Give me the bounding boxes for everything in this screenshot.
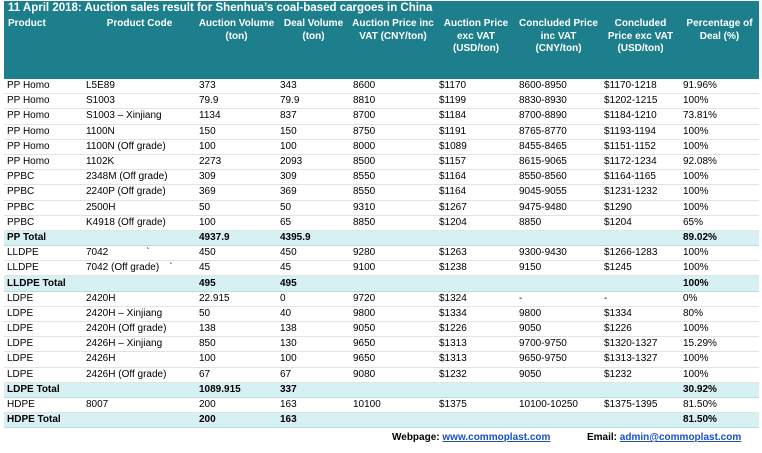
total-row bbox=[4, 413, 759, 428]
cell-auction-price-cny: 9650 bbox=[350, 337, 436, 352]
cell-product-code: S1003 – Xinjiang bbox=[83, 109, 196, 124]
cell-product-code bbox=[83, 246, 196, 261]
cell-percentage-deal: 100% bbox=[680, 367, 759, 382]
cell-auction-volume: 850 bbox=[196, 337, 277, 352]
cell-auction-volume: 100 bbox=[196, 139, 277, 154]
cell-concluded-price-usd: $1334 bbox=[601, 306, 680, 321]
cell-deal-volume: 100 bbox=[277, 139, 350, 154]
cell-deal-volume: 450 bbox=[277, 246, 350, 261]
cell-auction-price-usd: $1089 bbox=[436, 139, 516, 154]
cell-auction-price-cny: 8600 bbox=[350, 79, 436, 94]
cell-auction-volume: 369 bbox=[196, 185, 277, 200]
cell-auction-volume: 200 bbox=[196, 397, 277, 412]
cell-deal-volume: 65 bbox=[277, 215, 350, 230]
cell-concluded-price-usd: $1151-1152 bbox=[601, 139, 680, 154]
cell-product: LDPE bbox=[4, 352, 83, 367]
cell-product: LLDPE bbox=[4, 261, 83, 276]
cell-auction-volume: 79.9 bbox=[196, 94, 277, 109]
cell-auction-price-usd: $1267 bbox=[436, 200, 516, 215]
cell-product: PP Homo bbox=[4, 94, 83, 109]
cell-concluded-price-usd: $1231-1232 bbox=[601, 185, 680, 200]
cell-percentage-deal: 73.81% bbox=[680, 109, 759, 124]
cell-concluded-price-usd: $1164-1165 bbox=[601, 170, 680, 185]
cell-concluded-price-cny: 9650-9750 bbox=[516, 352, 601, 367]
cell-product: PP Homo bbox=[4, 154, 83, 169]
table-row bbox=[4, 154, 759, 169]
cell-percentage-deal: 92.08% bbox=[680, 154, 759, 169]
table-row bbox=[4, 170, 759, 185]
cell-concluded-price-cny: 9700-9750 bbox=[516, 337, 601, 352]
webpage-label: Webpage: bbox=[392, 432, 440, 443]
cell-deal-volume: 337 bbox=[277, 382, 350, 397]
cell-concluded-price-usd: $1202-1215 bbox=[601, 94, 680, 109]
cell-percentage-deal: 100% bbox=[680, 261, 759, 276]
table-row bbox=[4, 397, 759, 412]
cell-auction-price-cny: 9080 bbox=[350, 367, 436, 382]
cell-concluded-price-usd bbox=[601, 382, 680, 397]
cell-auction-volume: 2273 bbox=[196, 154, 277, 169]
cell-product-code: 2500H bbox=[83, 200, 196, 215]
cell-concluded-price-usd: $1375-1395 bbox=[601, 397, 680, 412]
cell-concluded-price-cny bbox=[516, 413, 601, 428]
cell-auction-price-cny: 8850 bbox=[350, 215, 436, 230]
cell-product: PPBC bbox=[4, 200, 83, 215]
stray-mark: ` bbox=[146, 247, 150, 259]
cell-percentage-deal: 100% bbox=[680, 276, 759, 291]
cell-product: LDPE bbox=[4, 367, 83, 382]
cell-product-code: 2348M (Off grade) bbox=[83, 170, 196, 185]
cell-auction-price-cny: 9310 bbox=[350, 200, 436, 215]
cell-deal-volume: 4395.9 bbox=[277, 230, 350, 245]
cell-percentage-deal: 100% bbox=[680, 352, 759, 367]
cell-product-code: 2420H bbox=[83, 291, 196, 306]
cell-deal-volume: 40 bbox=[277, 306, 350, 321]
cell-product-code-text: 7042 bbox=[86, 247, 109, 259]
cell-auction-price-cny: 9100 bbox=[350, 261, 436, 276]
total-row bbox=[4, 230, 759, 245]
cell-product-code: 2426H (Off grade) bbox=[83, 367, 196, 382]
cell-auction-price-usd: $1313 bbox=[436, 352, 516, 367]
cell-concluded-price-cny: 9150 bbox=[516, 261, 601, 276]
cell-product: HDPE bbox=[4, 397, 83, 412]
cell-product: LDPE bbox=[4, 337, 83, 352]
cell-percentage-deal: 100% bbox=[680, 124, 759, 139]
cell-concluded-price-cny: 9475-9480 bbox=[516, 200, 601, 215]
cell-concluded-price-usd bbox=[601, 276, 680, 291]
cell-product: PPBC bbox=[4, 170, 83, 185]
cell-auction-price-cny: 9800 bbox=[350, 306, 436, 321]
cell-concluded-price-usd: $1266-1283 bbox=[601, 246, 680, 261]
cell-deal-volume: 150 bbox=[277, 124, 350, 139]
cell-auction-price-cny bbox=[350, 413, 436, 428]
cell-concluded-price-cny: 9800 bbox=[516, 306, 601, 321]
cell-auction-price-cny: 9050 bbox=[350, 322, 436, 337]
cell-percentage-deal: 65% bbox=[680, 215, 759, 230]
cell-deal-volume: 369 bbox=[277, 185, 350, 200]
cell-concluded-price-cny bbox=[516, 276, 601, 291]
cell-concluded-price-usd: $1320-1327 bbox=[601, 337, 680, 352]
cell-auction-volume: 4937.9 bbox=[196, 230, 277, 245]
cell-percentage-deal: 100% bbox=[680, 322, 759, 337]
cell-auction-price-usd: $1191 bbox=[436, 124, 516, 139]
cell-concluded-price-cny: 10100-10250 bbox=[516, 397, 601, 412]
cell-concluded-price-usd: $1184-1210 bbox=[601, 109, 680, 124]
cell-percentage-deal: 30.92% bbox=[680, 382, 759, 397]
table-row bbox=[4, 185, 759, 200]
table-row bbox=[4, 337, 759, 352]
webpage-info bbox=[392, 432, 550, 443]
cell-concluded-price-usd: $1172-1234 bbox=[601, 154, 680, 169]
cell-product: LDPE bbox=[4, 322, 83, 337]
cell-concluded-price-usd: $1170-1218 bbox=[601, 79, 680, 94]
cell-concluded-price-usd: $1245 bbox=[601, 261, 680, 276]
cell-auction-volume: 1089.915 bbox=[196, 382, 277, 397]
cell-deal-volume: 837 bbox=[277, 109, 350, 124]
cell-product: LDPE Total bbox=[4, 382, 83, 397]
cell-product: PP Homo bbox=[4, 139, 83, 154]
cell-auction-price-usd: $1232 bbox=[436, 367, 516, 382]
cell-auction-price-usd: $1199 bbox=[436, 94, 516, 109]
cell-auction-price-usd: $1313 bbox=[436, 337, 516, 352]
header-deal-volume: Deal Volume (ton) bbox=[277, 16, 350, 79]
header-auction-price-usd: Auction Price exc VAT (USD/ton) bbox=[436, 16, 516, 79]
header-product-code: Product Code bbox=[83, 16, 196, 79]
cell-auction-price-usd bbox=[436, 413, 516, 428]
cell-product: PPBC bbox=[4, 215, 83, 230]
cell-auction-price-usd: $1226 bbox=[436, 322, 516, 337]
cell-auction-volume: 50 bbox=[196, 306, 277, 321]
cell-auction-price-usd bbox=[436, 276, 516, 291]
cell-percentage-deal: 15.29% bbox=[680, 337, 759, 352]
cell-deal-volume: 130 bbox=[277, 337, 350, 352]
email-label: Email: bbox=[587, 432, 618, 443]
cell-product-code: 2420H (Off grade) bbox=[83, 322, 196, 337]
cell-auction-volume: 373 bbox=[196, 79, 277, 94]
table-row bbox=[4, 322, 759, 337]
cell-percentage-deal: 91.96% bbox=[680, 79, 759, 94]
cell-concluded-price-usd: $1226 bbox=[601, 322, 680, 337]
cell-concluded-price-cny: 9300-9430 bbox=[516, 246, 601, 261]
email-info bbox=[587, 432, 741, 443]
cell-product-code: 1102K bbox=[83, 154, 196, 169]
cell-concluded-price-cny: 8600-8950 bbox=[516, 79, 601, 94]
cell-concluded-price-usd bbox=[601, 413, 680, 428]
cell-deal-volume: 45 bbox=[277, 261, 350, 276]
cell-auction-price-usd: $1157 bbox=[436, 154, 516, 169]
cell-auction-price-usd: $1164 bbox=[436, 185, 516, 200]
total-row bbox=[4, 382, 759, 397]
cell-auction-volume: 100 bbox=[196, 352, 277, 367]
cell-product-code bbox=[83, 413, 196, 428]
table-row bbox=[4, 291, 759, 306]
cell-percentage-deal: 80% bbox=[680, 306, 759, 321]
table-body bbox=[4, 79, 759, 428]
footer bbox=[0, 432, 762, 446]
cell-auction-volume: 1134 bbox=[196, 109, 277, 124]
stray-mark: ` bbox=[169, 262, 173, 274]
cell-auction-volume: 45 bbox=[196, 261, 277, 276]
cell-auction-price-usd: $1170 bbox=[436, 79, 516, 94]
cell-concluded-price-cny: 8550-8560 bbox=[516, 170, 601, 185]
cell-auction-price-usd: $1334 bbox=[436, 306, 516, 321]
cell-percentage-deal: 81.50% bbox=[680, 413, 759, 428]
cell-auction-price-cny: 8000 bbox=[350, 139, 436, 154]
cell-auction-price-cny: 10100 bbox=[350, 397, 436, 412]
cell-auction-volume: 67 bbox=[196, 367, 277, 382]
cell-auction-price-cny: 9280 bbox=[350, 246, 436, 261]
cell-deal-volume: 67 bbox=[277, 367, 350, 382]
webpage-link[interactable]: www.commoplast.com bbox=[442, 432, 551, 443]
cell-deal-volume: 50 bbox=[277, 200, 350, 215]
cell-auction-price-usd: $1238 bbox=[436, 261, 516, 276]
cell-concluded-price-usd bbox=[601, 230, 680, 245]
cell-auction-price-usd bbox=[436, 382, 516, 397]
cell-concluded-price-usd: $1193-1194 bbox=[601, 124, 680, 139]
cell-percentage-deal: 100% bbox=[680, 170, 759, 185]
cell-product-code-text: 7042 (Off grade) bbox=[86, 262, 160, 274]
cell-product: LDPE bbox=[4, 291, 83, 306]
cell-auction-volume: 138 bbox=[196, 322, 277, 337]
cell-concluded-price-cny: 8615-9065 bbox=[516, 154, 601, 169]
cell-deal-volume: 343 bbox=[277, 79, 350, 94]
table-row bbox=[4, 124, 759, 139]
table-row bbox=[4, 352, 759, 367]
cell-concluded-price-usd: $1290 bbox=[601, 200, 680, 215]
cell-concluded-price-cny: 8700-8890 bbox=[516, 109, 601, 124]
table-row bbox=[4, 94, 759, 109]
cell-concluded-price-cny: 9050 bbox=[516, 367, 601, 382]
auction-results-table bbox=[4, 16, 759, 428]
cell-product: LLDPE bbox=[4, 246, 83, 261]
cell-concluded-price-usd: - bbox=[601, 291, 680, 306]
cell-concluded-price-cny bbox=[516, 230, 601, 245]
cell-deal-volume: 100 bbox=[277, 352, 350, 367]
cell-product: LDPE bbox=[4, 306, 83, 321]
cell-auction-volume: 450 bbox=[196, 246, 277, 261]
table-row bbox=[4, 139, 759, 154]
cell-deal-volume: 163 bbox=[277, 397, 350, 412]
cell-product: PP Total bbox=[4, 230, 83, 245]
cell-concluded-price-usd: $1313-1327 bbox=[601, 352, 680, 367]
cell-product-code: 2240P (Off grade) bbox=[83, 185, 196, 200]
cell-auction-volume: 309 bbox=[196, 170, 277, 185]
header-auction-price-cny: Auction Price inc VAT (CNY/ton) bbox=[350, 16, 436, 79]
cell-deal-volume: 163 bbox=[277, 413, 350, 428]
cell-auction-price-cny bbox=[350, 230, 436, 245]
cell-percentage-deal: 100% bbox=[680, 94, 759, 109]
cell-deal-volume: 79.9 bbox=[277, 94, 350, 109]
cell-auction-price-usd: $1204 bbox=[436, 215, 516, 230]
cell-concluded-price-cny: 8850 bbox=[516, 215, 601, 230]
cell-product-code: 2426H – Xinjiang bbox=[83, 337, 196, 352]
header-product: Product bbox=[4, 16, 83, 79]
cell-percentage-deal: 81.50% bbox=[680, 397, 759, 412]
cell-concluded-price-usd: $1204 bbox=[601, 215, 680, 230]
cell-auction-volume: 100 bbox=[196, 215, 277, 230]
cell-deal-volume: 0 bbox=[277, 291, 350, 306]
cell-concluded-price-cny: 9045-9055 bbox=[516, 185, 601, 200]
cell-concluded-price-usd: $1232 bbox=[601, 367, 680, 382]
cell-auction-price-cny: 8750 bbox=[350, 124, 436, 139]
header-concluded-price-cny: Concluded Price inc VAT (CNY/ton) bbox=[516, 16, 601, 79]
cell-percentage-deal: 89.02% bbox=[680, 230, 759, 245]
cell-percentage-deal: 100% bbox=[680, 246, 759, 261]
cell-auction-volume: 495 bbox=[196, 276, 277, 291]
table-row bbox=[4, 200, 759, 215]
cell-auction-price-cny: 9650 bbox=[350, 352, 436, 367]
cell-auction-volume: 150 bbox=[196, 124, 277, 139]
cell-auction-volume: 22.915 bbox=[196, 291, 277, 306]
cell-auction-price-cny bbox=[350, 382, 436, 397]
cell-product: LLDPE Total bbox=[4, 276, 83, 291]
table-row bbox=[4, 367, 759, 382]
table-row bbox=[4, 246, 759, 261]
cell-auction-price-cny: 8550 bbox=[350, 185, 436, 200]
cell-deal-volume: 2093 bbox=[277, 154, 350, 169]
cell-deal-volume: 138 bbox=[277, 322, 350, 337]
cell-product-code: 8007 bbox=[83, 397, 196, 412]
cell-concluded-price-cny: 8455-8465 bbox=[516, 139, 601, 154]
cell-product: PP Homo bbox=[4, 109, 83, 124]
cell-product: HDPE Total bbox=[4, 413, 83, 428]
email-link[interactable]: admin@commoplast.com bbox=[619, 432, 742, 443]
cell-product-code bbox=[83, 382, 196, 397]
cell-product: PPBC bbox=[4, 185, 83, 200]
cell-auction-price-usd: $1375 bbox=[436, 397, 516, 412]
cell-product-code: 1100N (Off grade) bbox=[83, 139, 196, 154]
cell-product-code: 1100N bbox=[83, 124, 196, 139]
cell-product-code: 2426H bbox=[83, 352, 196, 367]
cell-product-code: 2420H – Xinjiang bbox=[83, 306, 196, 321]
header-percentage-deal: Percentage of Deal (%) bbox=[680, 16, 759, 79]
cell-concluded-price-cny: - bbox=[516, 291, 601, 306]
cell-auction-price-cny: 8810 bbox=[350, 94, 436, 109]
table-row bbox=[4, 261, 759, 276]
cell-deal-volume: 309 bbox=[277, 170, 350, 185]
cell-product-code bbox=[83, 261, 196, 276]
cell-auction-price-cny bbox=[350, 276, 436, 291]
cell-concluded-price-cny: 8830-8930 bbox=[516, 94, 601, 109]
cell-auction-price-cny: 8550 bbox=[350, 170, 436, 185]
table-row bbox=[4, 109, 759, 124]
cell-auction-price-cny: 8500 bbox=[350, 154, 436, 169]
cell-auction-price-usd bbox=[436, 230, 516, 245]
cell-percentage-deal: 100% bbox=[680, 185, 759, 200]
cell-auction-volume: 50 bbox=[196, 200, 277, 215]
table-row bbox=[4, 306, 759, 321]
cell-auction-price-usd: $1263 bbox=[436, 246, 516, 261]
header-row bbox=[4, 16, 759, 79]
table-row bbox=[4, 215, 759, 230]
total-row bbox=[4, 276, 759, 291]
cell-percentage-deal: 0% bbox=[680, 291, 759, 306]
cell-product-code: L5E89 bbox=[83, 79, 196, 94]
cell-percentage-deal: 100% bbox=[680, 139, 759, 154]
cell-auction-volume: 200 bbox=[196, 413, 277, 428]
cell-deal-volume: 495 bbox=[277, 276, 350, 291]
header-auction-volume: Auction Volume (ton) bbox=[196, 16, 277, 79]
cell-product: PP Homo bbox=[4, 124, 83, 139]
cell-percentage-deal: 100% bbox=[680, 200, 759, 215]
cell-product: PP Homo bbox=[4, 79, 83, 94]
table-row bbox=[4, 79, 759, 94]
cell-product-code bbox=[83, 276, 196, 291]
cell-concluded-price-cny bbox=[516, 382, 601, 397]
cell-concluded-price-cny: 9050 bbox=[516, 322, 601, 337]
cell-auction-price-cny: 8700 bbox=[350, 109, 436, 124]
cell-product-code bbox=[83, 230, 196, 245]
cell-product-code: K4918 (Off grade) bbox=[83, 215, 196, 230]
cell-auction-price-cny: 9720 bbox=[350, 291, 436, 306]
cell-concluded-price-cny: 8765-8770 bbox=[516, 124, 601, 139]
report-title: 11 April 2018: Auction sales result for Shenhua’s coal-based cargoes in China bbox=[4, 1, 759, 16]
cell-auction-price-usd: $1184 bbox=[436, 109, 516, 124]
cell-auction-price-usd: $1324 bbox=[436, 291, 516, 306]
cell-auction-price-usd: $1164 bbox=[436, 170, 516, 185]
header-concluded-price-usd: Concluded Price exc VAT (USD/ton) bbox=[601, 16, 680, 79]
cell-product-code: S1003 bbox=[83, 94, 196, 109]
